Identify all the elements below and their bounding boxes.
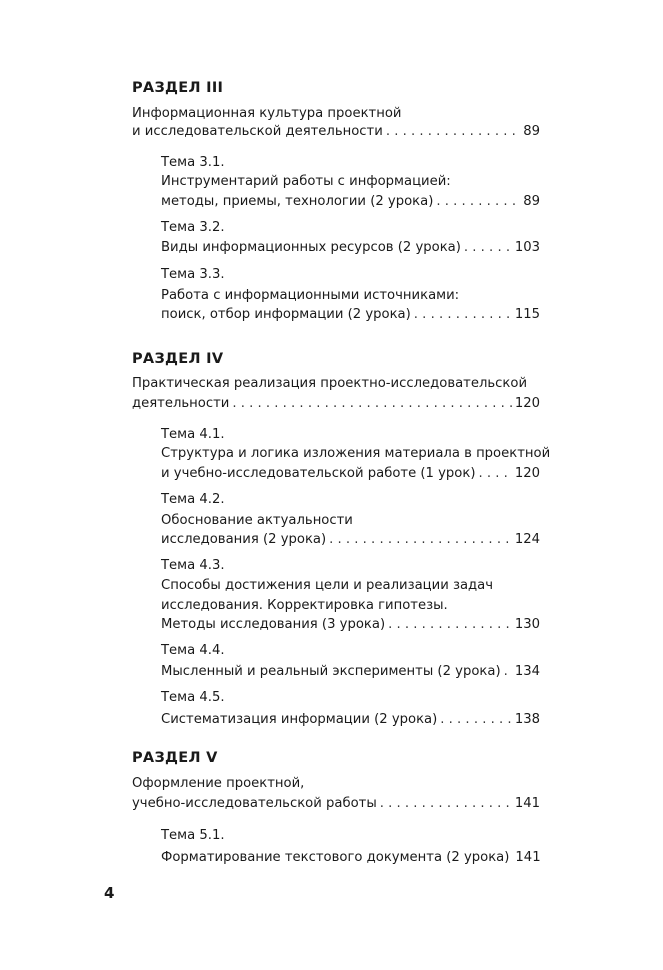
section-title: РАЗДЕЛ IV (132, 351, 224, 367)
topic-line: исследования. Корректировка гипотезы. (161, 598, 448, 613)
toc-entry[interactable] (132, 795, 540, 813)
entry-text: и учебно-исследовательской работе (1 урок) (161, 466, 476, 481)
leader-dots (504, 663, 512, 681)
topic-line: Обоснование актуальности (161, 513, 353, 528)
section-title: РАЗДЕЛ III (132, 80, 224, 96)
topic-label: Тема 5.1. (161, 828, 225, 843)
toc-entry[interactable] (161, 239, 540, 257)
topic-label: Тема 3.2. (161, 220, 225, 235)
topic-label: Тема 4.1. (161, 427, 225, 442)
page-ref: 141 (515, 850, 541, 865)
leader-dots (380, 795, 512, 813)
entry-text: Мысленный и реальный эксперименты (2 урока) (161, 664, 501, 679)
section-heading-line: Информационная культура проектной (132, 106, 402, 121)
page-ref: 138 (514, 712, 540, 727)
leader-dots (414, 306, 512, 324)
page-ref: 120 (514, 396, 540, 411)
entry-text: исследования (2 урока) (161, 532, 327, 547)
leader-dots (436, 193, 520, 211)
page-ref: 89 (523, 194, 540, 209)
entry-text: поиск, отбор информации (2 урока) (161, 307, 411, 322)
topic-label: Тема 4.3. (161, 558, 225, 573)
leader-dots (464, 239, 512, 257)
toc-entry[interactable] (161, 711, 540, 729)
section-heading-line: Практическая реализация проектно-исследовательской (132, 376, 528, 391)
page-ref: 115 (514, 307, 540, 322)
page-ref: 89 (523, 124, 540, 139)
section-title: РАЗДЕЛ V (132, 750, 218, 766)
entry-text: методы, приемы, технологии (2 урока) (161, 194, 434, 209)
topic-label: Тема 4.2. (161, 492, 225, 507)
toc-entry[interactable] (161, 663, 540, 681)
leader-dots (329, 531, 512, 549)
topic-label: Тема 3.1. (161, 155, 225, 170)
toc-entry[interactable] (161, 616, 540, 634)
section-heading-line: Оформление проектной, (132, 776, 305, 791)
page-ref: 124 (514, 532, 540, 547)
entry-text: Виды информационных ресурсов (2 урока) (161, 240, 461, 255)
entry-text: и исследовательской деятельности (132, 124, 383, 139)
toc-entry[interactable] (161, 531, 540, 549)
page-ref: 141 (514, 796, 540, 811)
toc-entry[interactable] (132, 123, 540, 141)
toc-entry[interactable] (161, 849, 540, 867)
toc-entry[interactable] (161, 306, 540, 324)
leader-dots (440, 711, 512, 729)
topic-label: Тема 3.3. (161, 267, 225, 282)
entry-text: Форматирование текстового документа (2 урока) (161, 850, 510, 865)
leader-dots (386, 123, 520, 141)
page-ref: 130 (514, 617, 540, 632)
toc-entry[interactable] (132, 395, 540, 413)
leader-dots (232, 395, 511, 413)
page-ref: 103 (514, 240, 540, 255)
topic-line: Инструментарий работы с информацией: (161, 174, 451, 189)
toc-entry[interactable] (161, 465, 540, 483)
page-number: 4 (104, 884, 115, 902)
leader-dots (478, 465, 511, 483)
leader-dots (388, 616, 512, 634)
topic-line: Структура и логика изложения материала в проектной (161, 446, 551, 461)
topic-line: Способы достижения цели и реализации задач (161, 578, 494, 593)
topic-line: Работа с информационными источниками: (161, 288, 460, 303)
entry-text: Систематизация информации (2 урока) (161, 712, 438, 727)
entry-text: деятельности (132, 396, 230, 411)
topic-label: Тема 4.5. (161, 690, 225, 705)
page-ref: 134 (514, 664, 540, 679)
page-ref: 120 (514, 466, 540, 481)
toc-entry[interactable] (161, 193, 540, 211)
entry-text: учебно-исследовательской работы (132, 796, 377, 811)
topic-label: Тема 4.4. (161, 643, 225, 658)
entry-text: Методы исследования (3 урока) (161, 617, 386, 632)
